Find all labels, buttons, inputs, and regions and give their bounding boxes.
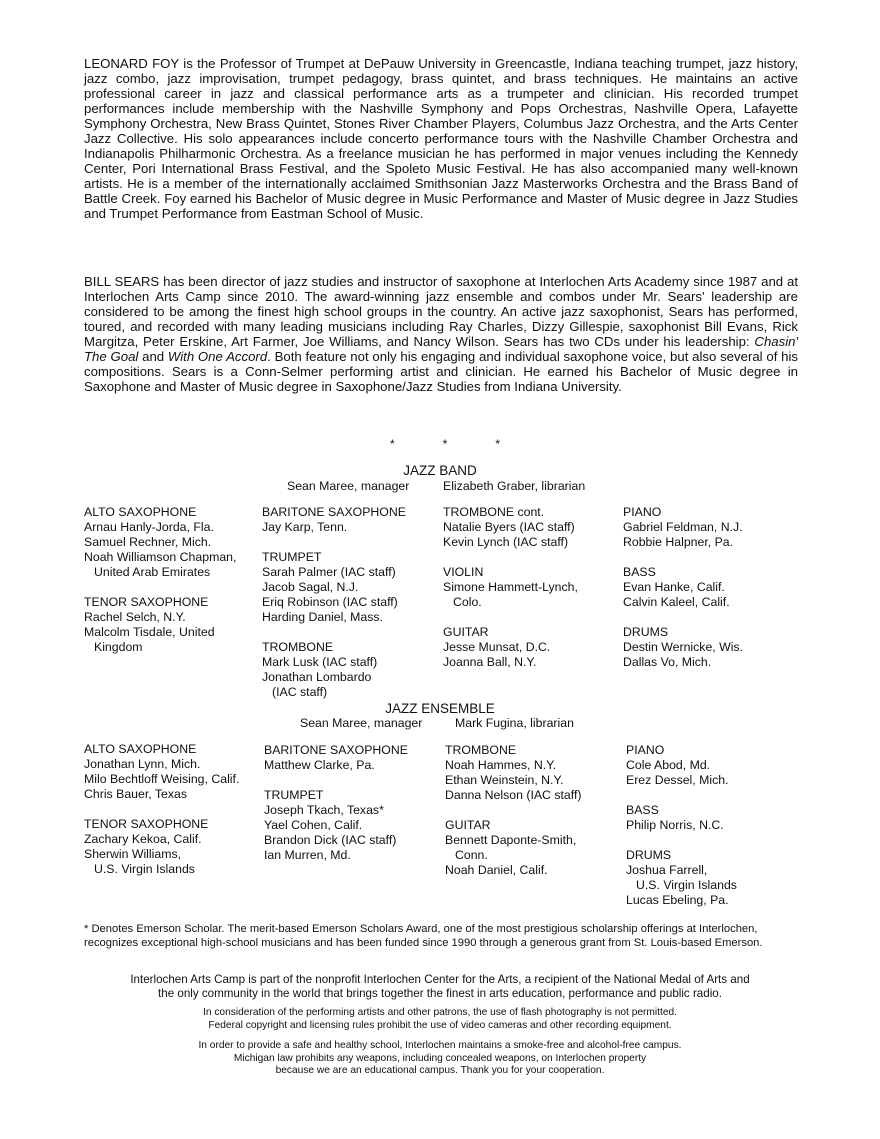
jazz-band-title: JAZZ BAND — [403, 463, 477, 478]
member-name: Zachary Kekoa, Calif. — [84, 832, 202, 846]
notice-line: In consideration of the performing artists and other patrons, the use of flash photography is not permitted. — [203, 1007, 677, 1018]
member-name: Kingdom — [94, 640, 143, 654]
instrument-heading: DRUMS — [626, 848, 672, 862]
safety-notice — [0, 1040, 880, 1078]
instrument-heading: ALTO SAXOPHONE — [84, 505, 197, 519]
member-name: Samuel Rechner, Mich. — [84, 535, 212, 549]
member-name: Rachel Selch, N.Y. — [84, 610, 186, 624]
instrument-heading: TROMBONE — [262, 640, 334, 654]
member-name: Calvin Kaleel, Calif. — [623, 595, 730, 609]
instrument-heading: TRUMPET — [264, 788, 324, 802]
instrument-heading: TRUMPET — [262, 550, 322, 564]
separator-star: * — [442, 437, 448, 451]
member-name: U.S. Virgin Islands — [94, 862, 195, 876]
bio-bill-sears — [84, 274, 798, 394]
member-name: Kevin Lynch (IAC staff) — [443, 535, 569, 549]
section-separator — [390, 437, 500, 451]
member-name: Harding Daniel, Mass. — [262, 610, 383, 624]
member-name: Jesse Munsat, D.C. — [443, 640, 551, 654]
photography-notice — [0, 1007, 880, 1032]
member-name: Eriq Robinson (IAC staff) — [262, 595, 398, 609]
member-name: Cole Abod, Md. — [626, 758, 711, 772]
bio-text-before: BILL SEARS has been director of jazz studies and instructor of saxophone at Interlochen Arts Academy since 1987 and at Interlochen Arts Camp since 2010. The award-winning jazz ensemble and combos under Mr. Sears' leadership are considered to be among the finest high school groups in the country. An active jazz saxophonist, Sears has performed, toured, and recorded with many leading musicians including Ray Charles, Dizzy Gillespie, saxophonist Bill Evans, Rick Margitza, Peter Erskine, Art Farmer, Joe Williams, and Nancy Wilson. Sears has two CDs under his leadership: — [84, 274, 798, 349]
section-gap — [84, 802, 239, 817]
jazz-band-manager: Sean Maree, manager — [287, 479, 410, 493]
member-name: U.S. Virgin Islands — [636, 878, 737, 892]
member-name: Sherwin Williams, — [84, 847, 182, 861]
member-name: Jay Karp, Tenn. — [262, 520, 348, 534]
bio-text-and: and — [138, 349, 168, 364]
member-name: Chris Bauer, Texas — [84, 787, 187, 801]
member-name: Noah Williamson Chapman, — [84, 550, 237, 564]
jazz-ensemble-manager: Sean Maree, manager — [300, 716, 423, 730]
jazz-band-column — [84, 505, 236, 655]
jazz-ensemble-column — [626, 743, 737, 908]
member-name: Dallas Vo, Mich. — [623, 655, 712, 669]
instrument-heading: BARITONE SAXOPHONE — [262, 505, 406, 519]
jazz-band-column — [262, 505, 406, 700]
member-name: Malcolm Tisdale, United — [84, 625, 215, 639]
member-name: United Arab Emirates — [94, 565, 211, 579]
member-name: Colo. — [453, 595, 482, 609]
emerson-footnote: * Denotes Emerson Scholar. The merit-based Emerson Scholars Award, one of the most prestigious scholarship offerings at Interlochen, recognizes exceptional high-school musicians and has been funded since 1990 through a generous grant from St. Louis-based Emerson. — [84, 923, 763, 949]
section-gap — [623, 610, 743, 625]
member-name: Erez Dessel, Mich. — [626, 773, 729, 787]
section-gap — [443, 610, 578, 625]
bio-text-after: . Both feature not only his engaging and individual saxophone voice, but also several of his compositions. Sears is a Conn-Selmer performing artist and clinician. He earned his Bachelor of Music degree in Saxophone and Master of Music degree in Saxophone/Jazz Studies from Indiana University. — [84, 349, 798, 394]
jazz-band-column — [443, 505, 578, 670]
member-name: Conn. — [455, 848, 488, 862]
section-gap — [445, 803, 581, 818]
separator-star: * — [495, 437, 500, 451]
member-name: Natalie Byers (IAC staff) — [443, 520, 575, 534]
section-gap — [262, 625, 406, 640]
member-name: Destin Wernicke, Wis. — [623, 640, 744, 654]
instrument-heading: BARITONE SAXOPHONE — [264, 743, 408, 757]
member-name: Ethan Weinstein, N.Y. — [445, 773, 564, 787]
instrument-heading: TROMBONE — [445, 743, 517, 757]
instrument-heading: DRUMS — [623, 625, 669, 639]
member-name: Milo Bechtloff Weising, Calif. — [84, 772, 240, 786]
member-name: Arnau Hanly-Jorda, Fla. — [84, 520, 214, 534]
jazz-ensemble-librarian: Mark Fugina, librarian — [455, 716, 574, 730]
instrument-heading: PIANO — [626, 743, 665, 757]
camp-statement — [0, 973, 880, 1001]
instrument-heading: PIANO — [623, 505, 662, 519]
member-name: Mark Lusk (IAC staff) — [262, 655, 378, 669]
notice-line: because we are an educational campus. Thank you for your cooperation. — [275, 1065, 605, 1076]
member-name: Jonathan Lombardo — [262, 670, 372, 684]
member-name: Bennett Daponte-Smith, — [445, 833, 577, 847]
member-name: Noah Daniel, Calif. — [445, 863, 548, 877]
member-name: Noah Hammes, N.Y. — [445, 758, 557, 772]
separator-star: * — [390, 437, 395, 451]
camp-line: the only community in the world that brings together the finest in arts education, performance and public radio. — [158, 987, 722, 1000]
jazz-ensemble-title: JAZZ ENSEMBLE — [385, 701, 495, 716]
section-gap — [262, 535, 406, 550]
instrument-heading: TENOR SAXOPHONE — [84, 595, 209, 609]
instrument-heading: BASS — [623, 565, 656, 579]
jazz-band-column — [623, 505, 743, 670]
camp-line: Interlochen Arts Camp is part of the nonprofit Interlochen Center for the Arts, a recipient of the National Medal of Arts and — [130, 973, 750, 986]
member-name: Ian Murren, Md. — [264, 848, 351, 862]
member-name: Jonathan Lynn, Mich. — [84, 757, 201, 771]
section-gap — [626, 833, 737, 848]
instrument-heading: GUITAR — [445, 818, 491, 832]
member-name: Joshua Farrell, — [626, 863, 708, 877]
instrument-heading: GUITAR — [443, 625, 489, 639]
member-name: Danna Nelson (IAC staff) — [445, 788, 582, 802]
section-gap — [84, 580, 236, 595]
section-gap — [626, 788, 737, 803]
member-name: Matthew Clarke, Pa. — [264, 758, 375, 772]
jazz-band-librarian: Elizabeth Graber, librarian — [443, 479, 586, 493]
member-name: Jacob Sagal, N.J. — [262, 580, 359, 594]
jazz-ensemble-column — [264, 743, 408, 863]
section-gap — [623, 550, 743, 565]
member-name: (IAC staff) — [272, 685, 328, 699]
notice-line: In order to provide a safe and healthy school, Interlochen maintains a smoke-free and alcohol-free campus. — [198, 1040, 682, 1051]
jazz-ensemble-column — [84, 742, 239, 877]
instrument-heading: VIOLIN — [443, 565, 484, 579]
member-name: Brandon Dick (IAC staff) — [264, 833, 397, 847]
member-name: Evan Hanke, Calif. — [623, 580, 725, 594]
album-title: With One Accord — [167, 349, 268, 364]
album-title: Chasin' The Goal — [84, 334, 798, 364]
bio-leonard-foy: LEONARD FOY is the Professor of Trumpet at DePauw University in Greencastle, Indiana teaching trumpet, jazz history, jazz combo, jazz improvisation, trumpet pedagogy, brass quintet, and brass techniques. He maintains an active professional career in jazz and classical performance arts as a trumpeter and clinician. His recorded trumpet performances include membership with the Nashville Symphony and Pops Orchestras, Nashville Opera, Lafayette Symphony Orchestra, New Brass Quintet, Stones River Chamber Players, Columbus Jazz Orchestra, and the Arts Center Jazz Collective. His solo appearances include concerto performance tours with the Nashville Chamber Orchestra and Indianapolis Philharmonic Orchestra. As a freelance musician he has performed in major venues including the Kennedy Center, Pori International Brass Festival, and the Spoleto Music Festival. He has also accompanied many well-known artists. He is a member of the internationally acclaimed Smithsonian Jazz Masterworks Orchestra and the Brass Band of Battle Creek. Foy earned his Bachelor of Music degree in Music Performance and Master of Music degree in Jazz Studies and Trumpet Performance from Eastman School of Music. — [84, 56, 798, 221]
member-name: Philip Norris, N.C. — [626, 818, 724, 832]
instrument-heading: ALTO SAXOPHONE — [84, 742, 197, 756]
member-name: Simone Hammett-Lynch, — [443, 580, 578, 594]
member-name: Joanna Ball, N.Y. — [443, 655, 537, 669]
section-gap — [443, 550, 578, 565]
notice-line: Federal copyright and licensing rules prohibit the use of video cameras and other recording equipment. — [208, 1019, 672, 1031]
member-name: Joseph Tkach, Texas* — [264, 803, 384, 817]
member-name: Yael Cohen, Calif. — [264, 818, 363, 832]
instrument-heading: TROMBONE cont. — [443, 505, 545, 519]
member-name: Gabriel Feldman, N.J. — [623, 520, 743, 534]
member-name: Lucas Ebeling, Pa. — [626, 893, 729, 907]
member-name: Robbie Halpner, Pa. — [623, 535, 734, 549]
notice-line: Michigan law prohibits any weapons, including concealed weapons, on Interlochen property — [233, 1052, 647, 1064]
instrument-heading: TENOR SAXOPHONE — [84, 817, 209, 831]
instrument-heading: BASS — [626, 803, 659, 817]
jazz-ensemble-column — [445, 743, 581, 878]
member-name: Sarah Palmer (IAC staff) — [262, 565, 396, 579]
section-gap — [264, 773, 408, 788]
